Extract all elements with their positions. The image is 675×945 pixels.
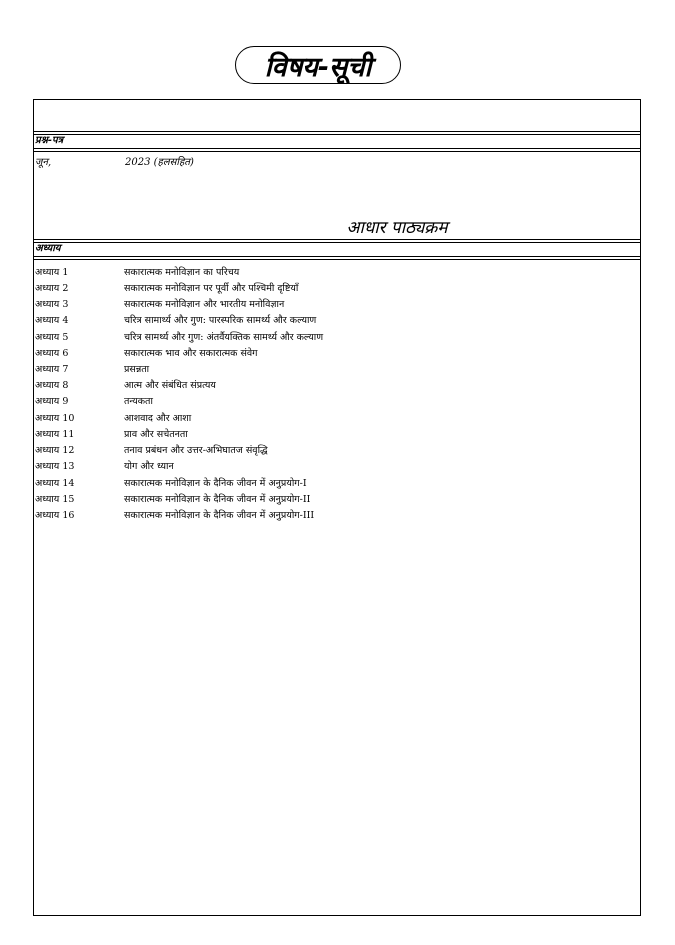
chapter-number: अध्याय 2 xyxy=(35,283,69,294)
divider xyxy=(34,256,640,257)
chapter-title: प्रसन्नता xyxy=(124,364,150,375)
chapter-title: सकारात्मक भाव और सकारात्मक संवेग xyxy=(124,348,258,359)
section-heading: आधार पाठ्यक्रम xyxy=(346,218,448,238)
chapter-title: योग और ध्यान xyxy=(124,461,174,472)
paper-month: जून, xyxy=(35,157,52,168)
page-title: विषय-सूची xyxy=(235,46,401,84)
chapter-number: अध्याय 8 xyxy=(35,380,69,391)
paper-year-note: 2023 (हलसहित) xyxy=(125,157,194,168)
chapter-number: अध्याय 15 xyxy=(35,494,75,505)
chapter-number: अध्याय 11 xyxy=(35,429,75,440)
chapter-title: सकारात्मक मनोविज्ञान और भारतीय मनोविज्ञान xyxy=(124,299,285,310)
chapter-title: तन्यकता xyxy=(124,396,153,407)
chapter-title: चरित्र सामर्थ्य और गुण: अंतर्वैयक्तिक सामर्थ्य और कल्याण xyxy=(124,332,324,343)
chapter-title: सकारात्मक मनोविज्ञान के दैनिक जीवन में अनुप्रयोग-I xyxy=(124,478,307,489)
chapter-number: अध्याय 3 xyxy=(35,299,69,310)
paper-section-label: प्रश्न-पत्र xyxy=(35,135,64,146)
contents-frame xyxy=(33,99,641,916)
chapter-number: अध्याय 6 xyxy=(35,348,69,359)
chapter-number: अध्याय 12 xyxy=(35,445,75,456)
divider xyxy=(34,131,640,132)
chapter-title: चरित्र सामार्थ्य और गुण: पारस्परिक सामर्थ्य और कल्याण xyxy=(124,315,317,326)
divider xyxy=(34,148,640,149)
chapter-title: प्राव और सचेतनता xyxy=(124,429,188,440)
chapter-number: अध्याय 16 xyxy=(35,510,75,521)
chapter-number: अध्याय 7 xyxy=(35,364,69,375)
divider xyxy=(34,239,640,240)
chapter-title: तनाव प्रबंधन और उत्तर-अभिघातज संवृद्धि xyxy=(124,445,268,456)
chapter-number: अध्याय 1 xyxy=(35,267,69,278)
chapter-number: अध्याय 10 xyxy=(35,413,75,424)
chapter-number: अध्याय 14 xyxy=(35,478,75,489)
chapter-title: सकारात्मक मनोविज्ञान का परिचय xyxy=(124,267,240,278)
chapter-title: सकारात्मक मनोविज्ञान पर पूर्वी और पश्चिमी दृष्टियाँ xyxy=(124,283,299,294)
chapter-number: अध्याय 4 xyxy=(35,315,69,326)
chapter-number: अध्याय 13 xyxy=(35,461,75,472)
chapter-title: सकारात्मक मनोविज्ञान के दैनिक जीवन में अनुप्रयोग-II xyxy=(124,494,311,505)
chapter-column-label: अध्याय xyxy=(35,243,61,254)
chapter-number: अध्याय 5 xyxy=(35,332,69,343)
chapter-title: सकारात्मक मनोविज्ञान के दैनिक जीवन में अनुप्रयोग-III xyxy=(124,510,315,521)
chapter-number: अध्याय 9 xyxy=(35,396,69,407)
chapter-title: आत्म और संबंधित संप्रत्यय xyxy=(124,380,216,391)
chapter-title: आशवाद और आशा xyxy=(124,413,192,424)
